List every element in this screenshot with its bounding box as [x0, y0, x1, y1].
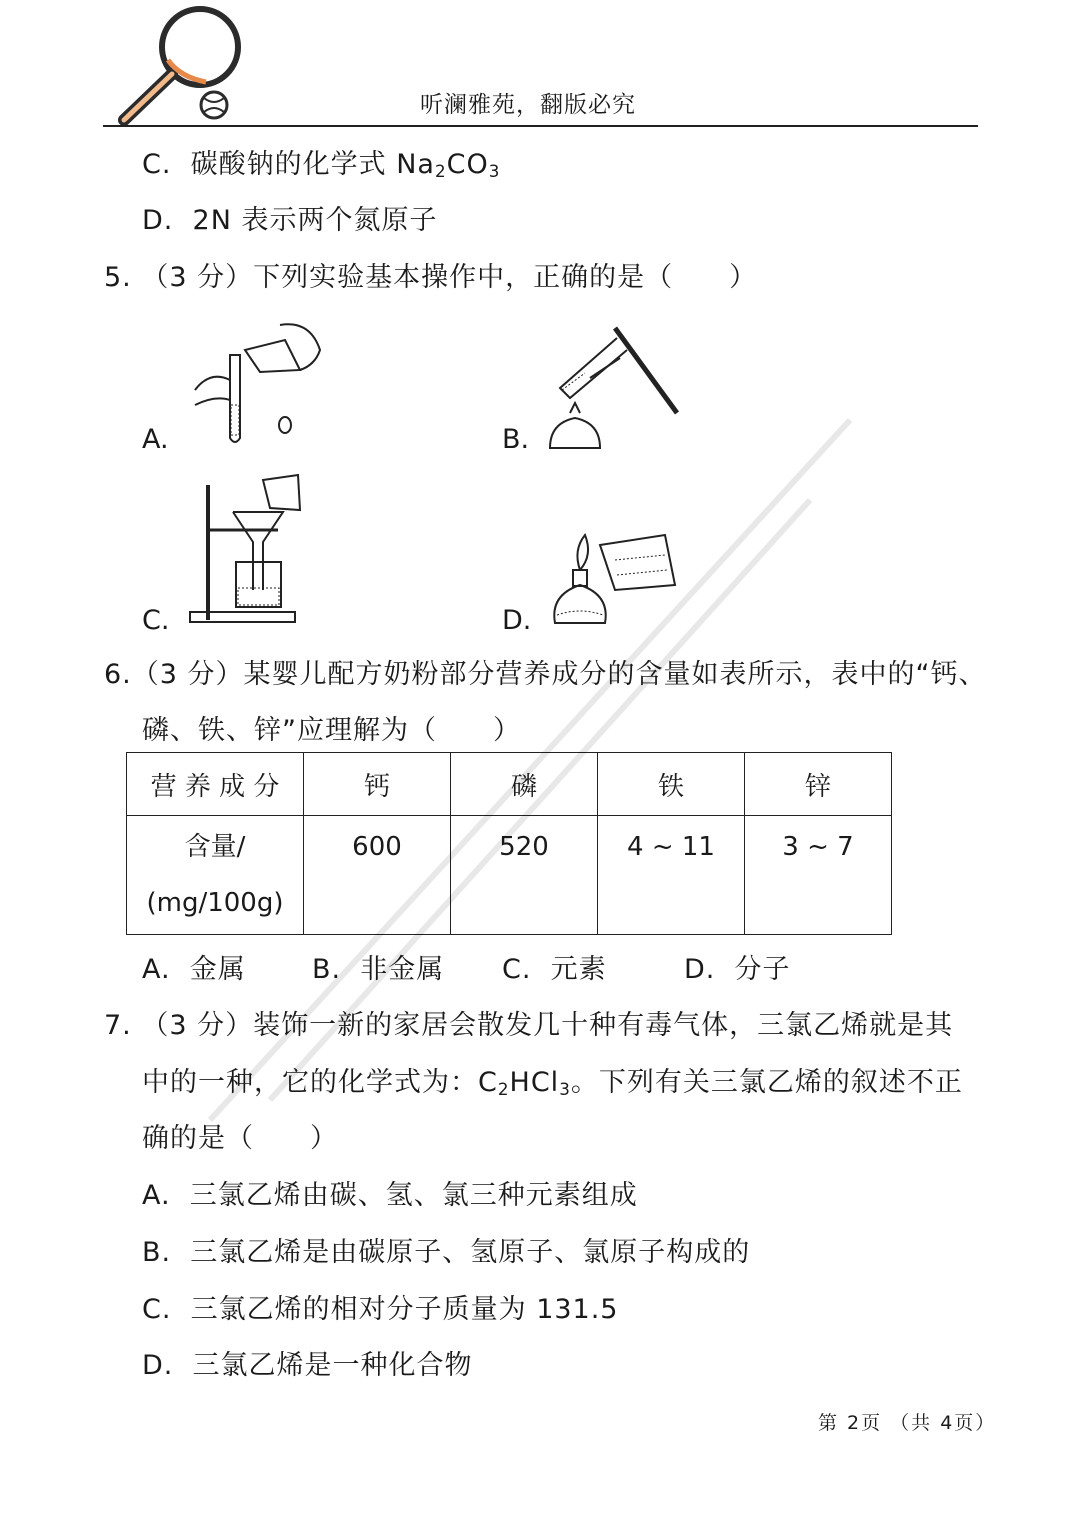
watermark-graphic [150, 380, 910, 1140]
q4-option-c: C. 碳酸钠的化学式 $Na_2CO_3$ [142, 149, 501, 181]
q7-stem-line3: 确的是（ ） [142, 1123, 338, 1154]
q7-option-b: B. 三氯乙烯是由碳原子、氢原子、氯原子构成的 [142, 1237, 751, 1268]
q6-stem-line1: 6.（3 分）某婴儿配方奶粉部分营养成分的含量如表所示，表中的“钙、 [104, 659, 987, 690]
table-cell: 520 [451, 816, 598, 935]
q5-option-c-label: C. [142, 605, 170, 636]
q7-option-a: A. 三氯乙烯由碳、氢、氯三种元素组成 [142, 1180, 638, 1211]
q7-stem-line1: 7. （3 分）装饰一新的家居会散发几十种有毒气体，三氯乙烯就是其 [104, 1010, 954, 1041]
page-footer: 第 2页 （共 4页） [818, 1412, 997, 1434]
q5-stem: 5. （3 分）下列实验基本操作中，正确的是（ ） [104, 262, 758, 293]
header-motto: 听澜雅苑，翻版必究 [420, 92, 636, 118]
table-header-cell: 磷 [451, 753, 598, 816]
q6-stem-line2: 磷、铁、锌”应理解为（ ） [142, 715, 521, 746]
q5-option-b-label: B. [502, 424, 530, 455]
q7-option-c: C. 三氯乙烯的相对分子质量为 131.5 [142, 1294, 619, 1325]
table-cell: 600 [304, 816, 451, 935]
table-cell: 3 ~ 7 [745, 816, 892, 935]
q7-stem-line2: 中的一种，它的化学式为：$C_2HCl_3$。下列有关三氯乙烯的叙述不正 [142, 1067, 963, 1099]
header-divider [103, 125, 978, 127]
q4-option-d: D. 2N 表示两个氮原子 [142, 205, 438, 236]
q5-option-a-label: A. [142, 424, 169, 455]
table-cell: 4 ~ 11 [598, 816, 745, 935]
table-header-cell: 铁 [598, 753, 745, 816]
table-header-cell: 钙 [304, 753, 451, 816]
q6-option-b: B. 非金属 [312, 954, 445, 985]
q6-option-d: D. 分子 [684, 954, 791, 985]
table-row-label: 含量/ (mg/100g) [127, 816, 304, 935]
q5-option-d-label: D. [502, 605, 532, 636]
q7-option-d: D. 三氯乙烯是一种化合物 [142, 1350, 473, 1381]
table-header-cell: 营 养 成 分 [127, 753, 304, 816]
q6-option-a: A. 金属 [142, 954, 246, 985]
magnifier-logo-icon [110, 2, 250, 132]
table-header-cell: 锌 [745, 753, 892, 816]
q6-option-c: C. 元素 [502, 954, 607, 985]
